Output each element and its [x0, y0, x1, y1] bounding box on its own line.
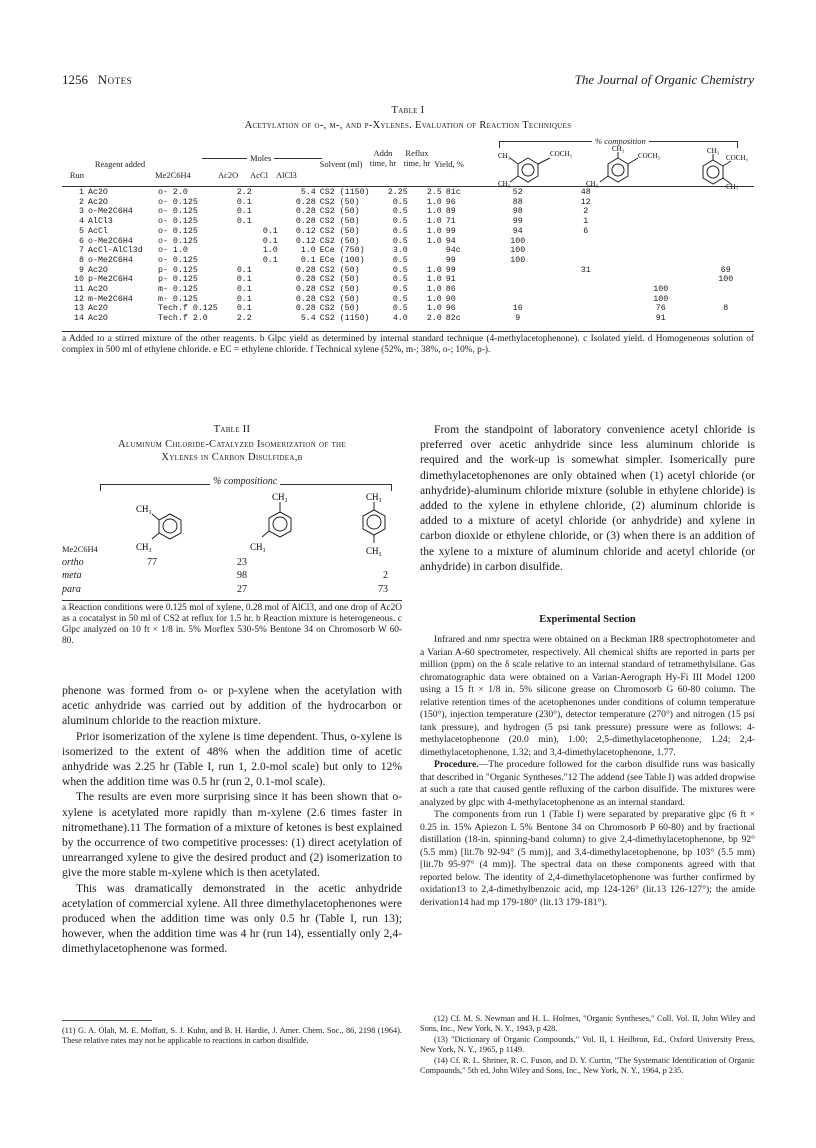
table-cell: CS2 (50): [319, 285, 360, 295]
struct1-coch3: COCH₃: [550, 150, 572, 158]
table2-composition-header: % compositionc: [210, 476, 280, 487]
table-cell: 0.5: [392, 217, 408, 227]
table-cell: 1.0: [426, 226, 442, 236]
table-cell: 3.0: [392, 246, 408, 256]
table-cell: CS2 (50): [319, 197, 360, 207]
table-cell: 96: [445, 197, 456, 207]
table-cell: [696, 217, 756, 227]
table-cell: AlCl3: [88, 217, 113, 227]
table-cell: 99: [445, 255, 456, 265]
table-cell: 1.0: [426, 197, 442, 207]
table-row: [62, 285, 756, 295]
table-cell: 100: [653, 285, 669, 295]
reference-11: (11) G. A. Olah, M. E. Moffatt, S. J. Kuhn, and B. H. Hardie, J. Amer. Chem. Soc., 86, 2198 (1964). These relative rates may not be applicable to reactions in carbon disulfide.: [62, 1026, 402, 1046]
table-cell: 0.1: [262, 255, 278, 265]
table-cell: 0.5: [392, 285, 408, 295]
col-xylene: Me2C6H4: [155, 170, 191, 180]
table-cell: [696, 295, 756, 305]
table-cell: 31: [580, 265, 591, 275]
table-cell: m- 0.125: [158, 285, 198, 295]
table-cell: [546, 295, 626, 305]
table-cell: Tech.f 0.125: [158, 304, 218, 314]
col-yield: Yield, %: [434, 159, 464, 169]
table-cell: 1.0: [300, 246, 316, 256]
table1-footnote: a Added to a stirred mixture of the other reagents. b Glpc yield as determined by internal standard technique (4-methylacetophenone). c Isolated yield. d Homogeneous solution of complex in 500 ml of ethylene chloride. e EC = ethylene chloride. f Technical xylene (52%, m-; 38%, o-; 10%, p-).: [62, 334, 754, 355]
table-cell: 6: [79, 236, 84, 246]
table1-bottom-rule: [62, 331, 754, 332]
table-cell: 0.1: [236, 265, 252, 275]
table-cell: 99: [445, 265, 456, 275]
t2-c: [302, 556, 402, 570]
table2-caption: Aluminum Chloride-Catalyzed Isomerization of the Xylenes in Carbon Disulfidea,b: [118, 439, 346, 463]
table-cell: 69: [720, 265, 731, 275]
table-cell: p- 0.125: [158, 275, 198, 285]
table-cell: 99: [445, 226, 456, 236]
table-cell: 90: [445, 294, 456, 304]
oxy-ch3-bottom: CH₃: [136, 542, 152, 552]
struct1-ch3-top: CH₃: [498, 152, 511, 160]
table-row: [62, 256, 756, 266]
table-cell: Ac2O: [88, 265, 108, 275]
table-cell: [220, 246, 254, 256]
t2-c: 2: [383, 570, 388, 582]
table-cell: o- 0.125: [158, 197, 198, 207]
table-cell: [546, 285, 626, 295]
col-run: Run: [69, 170, 84, 180]
paragraph: The components from run 1 (Table I) were separated by preparative glpc (6 ft × 0.25 in. 15% Apiezon L 5% Bentone 34 on Chromosorb P 60-80) and by fractional distillation (18-in. spinning-band column) to give 2,4-dimethylacetophenone, bp 92° (5.5 mm) [lit.7b 92-94° (5 mm)], and 3,4-dimethylacetophenone, bp 103° (5.5 mm) [lit.7b 95-97° (4 mm)]. The spectral data on these components agreed with that reported below. The identity of 2,4-dimethylacetophenone was further confirmed by oxidation13 to 2,4-dimethylbenzoic acid, mp 124-126° (lit.13 126-127°); the amide derivation14 had mp 179-180° (lit.13 179-181°).: [420, 809, 755, 908]
table-cell: CS2 (50): [319, 226, 360, 236]
table2-bottom-rule: [62, 600, 402, 601]
reference-13: (13) "Dictionary of Organic Compounds," Vol. II, I. Heilbron, Ed., Oxford University Press, New York, N. Y., 1965, p 1149.: [420, 1034, 755, 1055]
procedure-paragraph: Procedure.—The procedure followed for the carbon disulfide runs was basically that described in "Organic Syntheses."12 The addend (see Table I) was added dropwise at such a rate that caused gentle refluxing of the carbon disulfide. The mixtures were analyzed by glpc with 4-methylacetophenone as an internal standard.: [420, 759, 755, 808]
table-cell: [696, 285, 756, 295]
table-cell: p- 0.125: [158, 265, 198, 275]
paragraph: phenone was formed from o- or p-xylene when the acetylation with acetic anhydride was carried out by addition of the hydrocarbon or aluminum chloride to the reaction mixture.: [62, 684, 402, 728]
table-cell: 9: [79, 265, 84, 275]
table-cell: 16: [512, 304, 523, 314]
table-cell: 2.5: [426, 188, 442, 197]
paragraph: The results are even more surprising since it has been shown that o-xylene is acetylated more rapidly than m-xylene (2.6 times faster in nitromethane).11 The formation of a mixture of ketones is best explained by the occurrence of two competitive processes: (1) direct acetylation of unrearranged xylene to give the desired product and (2) isomerization to give the more stable m-xylene which is then acetylated.: [62, 790, 402, 880]
table-cell: o-Me2C6H4: [88, 236, 133, 246]
oxy-ch3-top: CH₃: [136, 504, 152, 514]
table-row: [62, 188, 756, 198]
paragraph: This was dramatically demonstrated in the acetic anhydride acetylation of commercial xylene. All three dimethylacetophenones were produced when the addition time was only 0.5 hr (Table I, run 13); however, when the addition time was 4 hr (run 14), essentially only 2,4-dimethylacetophenone was formed.: [62, 881, 402, 956]
table-cell: 5: [79, 226, 84, 236]
table-row: [62, 275, 756, 285]
table1-caption: Acetylation of o-, m-, and p-Xylenes. Evaluation of Reaction Techniques: [244, 120, 572, 131]
t2-b: 23: [237, 556, 247, 568]
t2-c: 73: [378, 583, 388, 595]
table-cell: 100: [510, 255, 526, 265]
structure-24-dimethyl: [600, 152, 638, 182]
struct1-ch3-bottom: CH₃: [498, 180, 511, 188]
table-cell: [490, 285, 546, 295]
table-cell: 76: [655, 304, 666, 314]
table-cell: [696, 227, 756, 237]
table-cell: [546, 314, 626, 324]
table-cell: 71: [445, 217, 456, 227]
table-cell: 48: [580, 188, 591, 197]
footnote-rule: [62, 1020, 152, 1021]
m-xylene-structure: [262, 502, 291, 537]
table-cell: 1.0: [426, 275, 442, 285]
table-cell: m-Me2C6H4: [88, 294, 133, 304]
table-cell: 0.28: [295, 275, 316, 285]
table-cell: [696, 256, 756, 266]
table2: [62, 542, 402, 596]
table-cell: CS2 (50): [319, 265, 360, 275]
table-cell: o- 0.125: [158, 236, 198, 246]
mxy-ch3-top: CH₃: [272, 492, 288, 502]
table-row: [62, 246, 756, 256]
paragraph: Infrared and nmr spectra were obtained on a Beckman IR8 spectrophotometer and a Varian A-60 spectrometer, respectively. All chemical shifts are reported in parts per million (ppm) on the δ scale relative to an internal standard of tetramethylsilane. Gas chromatographic data were obtained on a Varian-Aerograph Hy-Fi III Model 1200 using a 15 ft × 1/8 in. 5% silicone grease on Chromosorb G 60-80 column. The relative retention times of the acetophenones under conditions of column temperature (150°), injection temperature (230°), detector temperature (270°) and nitrogen (15 psi tank pressure), and hydrogen (5 psi tank pressure) pressure were as follows: 4-methylacetophenone (20.0 min), 1.00; 2,5-dimethylacetophenone, 1.24; 2,4-dimethylacetophenone, 1.32; and 3,4-dimethylacetophenone, 1.77.: [420, 634, 755, 758]
table-cell: o- 0.125: [158, 207, 198, 217]
table-row: [62, 207, 756, 217]
table-cell: [546, 246, 626, 256]
col-reflux: Reflux time, hr: [403, 148, 431, 168]
table-cell: 1.0: [426, 285, 442, 295]
table1-top-rule: [62, 186, 754, 187]
paragraph: Prior isomerization of the xylene is time dependent. Thus, o-xylene is isomerized to the extent of 48% when the addition time of acetic anhydride was 2.25 hr (Table I, run 1, 2.0-mol scale) but only to 12% when the addition time was 0.5 hr (run 2, 0.1-mol scale).: [62, 729, 402, 789]
table-row: [62, 304, 756, 314]
struct2-coch3: COCH₃: [638, 152, 660, 160]
o-xylene-structure: [152, 514, 181, 539]
table-cell: [254, 207, 280, 217]
table-cell: 1.0: [426, 304, 442, 314]
table-cell: [696, 188, 756, 198]
table-cell: 8: [723, 304, 729, 314]
table-cell: Ac2O: [88, 304, 108, 314]
table-row: [62, 198, 756, 208]
table-cell: 0.1: [236, 217, 252, 227]
t2-a: [122, 569, 182, 583]
table-cell: 14: [74, 314, 84, 324]
table-cell: 0.1: [262, 236, 278, 246]
table-cell: [220, 227, 254, 237]
table-cell: 0.12: [295, 236, 316, 246]
table-cell: [254, 217, 280, 227]
table-cell: Ac2O: [88, 197, 108, 207]
experimental-text: [420, 634, 755, 909]
table-cell: [546, 256, 626, 266]
table-cell: ECe (750): [319, 246, 365, 256]
table-cell: [626, 198, 696, 208]
t2-b: 98: [237, 570, 247, 582]
col-accl: AcCl: [250, 170, 268, 180]
table-cell: 94: [512, 226, 523, 236]
table-cell: 8: [79, 255, 84, 265]
table-cell: 0.5: [392, 197, 408, 207]
table-cell: [410, 246, 444, 256]
table-cell: [696, 207, 756, 217]
structure-34-dimethyl: [510, 158, 550, 182]
table-cell: 0.5: [392, 275, 408, 285]
table-cell: CS2 (1150): [319, 314, 370, 324]
table-cell: 1.0: [426, 265, 442, 275]
acetophenone-structures: [498, 144, 748, 190]
t2-b: 27: [237, 583, 247, 595]
table-cell: CS2 (50): [319, 304, 360, 314]
right-column-intro: [420, 422, 755, 574]
table-cell: ECe (100): [319, 255, 365, 265]
t2-name: para: [62, 583, 81, 595]
table-cell: 0.1: [236, 197, 252, 207]
table-cell: Ac2O: [88, 285, 108, 295]
table-cell: 86: [445, 285, 456, 295]
table-cell: CS2 (1150): [319, 188, 370, 197]
table-cell: 2.2: [236, 314, 252, 324]
table-cell: 1.0: [426, 236, 442, 246]
table-cell: 0.1: [300, 255, 316, 265]
table-cell: 2.25: [387, 188, 408, 197]
table-cell: [546, 237, 626, 247]
struct2-ch3-left: CH₃: [586, 180, 599, 188]
table-cell: 91: [655, 314, 666, 324]
table-cell: 12: [580, 197, 591, 207]
left-column-text: [62, 683, 402, 957]
table1-header: [62, 136, 754, 188]
table-cell: [254, 275, 280, 285]
table1-label: Table I: [391, 105, 425, 116]
table-cell: 6: [583, 226, 589, 236]
table-cell: 0.1: [262, 226, 278, 236]
table-cell: [254, 188, 280, 198]
table-cell: 94: [445, 236, 456, 246]
table-cell: 100: [510, 246, 526, 256]
table-cell: [626, 237, 696, 247]
table-row: [62, 314, 756, 324]
table-cell: 12: [74, 294, 84, 304]
table2-row-header: Me2C6H4: [62, 543, 98, 554]
table-cell: 100: [653, 294, 669, 304]
table-cell: 0.28: [295, 197, 316, 207]
mxy-ch3-bottom: CH₃: [250, 542, 266, 552]
table-cell: 1.0: [426, 217, 442, 227]
table-cell: 89: [445, 207, 456, 217]
table-cell: [490, 266, 546, 276]
table-cell: 0.5: [392, 226, 408, 236]
table-cell: o-Me2C6H4: [88, 255, 133, 265]
table-cell: 2.0: [426, 314, 442, 324]
table-cell: 0.1: [236, 207, 252, 217]
table-row: [62, 556, 402, 570]
table-cell: 0.1: [236, 275, 252, 285]
table-cell: [626, 217, 696, 227]
t2-name: ortho: [62, 556, 84, 568]
table-cell: 0.5: [392, 304, 408, 314]
table-cell: 2: [583, 207, 589, 217]
table-cell: [546, 275, 626, 285]
p-xylene-structure: [363, 502, 385, 543]
pxy-ch3-top: CH₃: [366, 492, 382, 502]
table-cell: [490, 295, 546, 305]
table-cell: 0.1: [236, 285, 252, 295]
table-cell: o- 1.0: [158, 246, 188, 256]
table-cell: 100: [718, 275, 734, 285]
pxy-ch3-bottom: CH₃: [366, 546, 382, 556]
table2-label: Table II: [213, 424, 251, 435]
table-cell: Ac2O: [88, 314, 108, 324]
table-row: [62, 217, 756, 227]
table-cell: 88: [512, 197, 523, 207]
table-row: [62, 583, 402, 597]
composition-header: % composition: [592, 136, 649, 146]
table-cell: 98: [512, 207, 523, 217]
table-cell: 5.4: [300, 314, 316, 324]
table-cell: [696, 314, 756, 324]
table-cell: Tech.f 2.0: [158, 314, 208, 324]
table-cell: o- 0.125: [158, 217, 198, 227]
table-cell: 1: [79, 188, 84, 197]
table-cell: 0.5: [392, 236, 408, 246]
table-cell: 52: [512, 188, 523, 197]
struct3-ch3-top: CH₃: [707, 147, 720, 155]
reference-14: (14) Cf. R. L. Shriner, R. C. Fuson, and D. Y. Curtin, "The Systematic Identification of Organic Compounds," 5th ed, John Wiley and Sons, Inc., New York, N. Y., 1964, p 235.: [420, 1055, 755, 1076]
table-cell: [696, 246, 756, 256]
table-cell: 4: [79, 217, 84, 227]
table-cell: [254, 266, 280, 276]
table-cell: o- 0.125: [158, 255, 198, 265]
section-name: Notes: [97, 72, 133, 87]
table-cell: 11: [74, 285, 84, 295]
procedure-label: Procedure.: [434, 759, 479, 770]
table-cell: Ac2O: [88, 188, 108, 197]
table-row: [62, 237, 756, 247]
table-cell: [626, 246, 696, 256]
table-cell: [410, 256, 444, 266]
table-cell: AcCl-AlCl3d: [88, 246, 143, 256]
table-cell: 5.4: [300, 188, 316, 197]
table-cell: [696, 237, 756, 247]
table-cell: 99: [512, 217, 523, 227]
col-alcl3: AlCl3: [276, 170, 297, 180]
table-cell: o-Me2C6H4: [88, 207, 133, 217]
struct3-ch3-bottom: CH₃: [726, 183, 739, 190]
journal-name: The Journal of Organic Chemistry: [574, 72, 754, 87]
right-references: [420, 1014, 755, 1076]
table-cell: o- 2.0: [158, 188, 188, 197]
page-number: 1256: [62, 72, 88, 87]
table-cell: [254, 285, 280, 295]
table-cell: 81c: [445, 188, 461, 197]
table1: [62, 188, 756, 324]
col-reagent: Reagent added: [94, 159, 146, 169]
table-cell: 0.28: [295, 304, 316, 314]
table-cell: [254, 295, 280, 305]
col-solvent: Solvent (ml): [319, 159, 363, 169]
table-cell: 7: [79, 246, 84, 256]
table-cell: [220, 237, 254, 247]
table-cell: m- 0.125: [158, 294, 198, 304]
table-cell: CS2 (50): [319, 236, 360, 246]
table-cell: 0.1: [236, 304, 252, 314]
table-cell: 94c: [445, 246, 461, 256]
table-cell: 0.28: [295, 285, 316, 295]
table-cell: [254, 198, 280, 208]
table-cell: 0.1: [236, 294, 252, 304]
table-row: [62, 227, 756, 237]
struct3-coch3: COCH₃: [726, 154, 748, 162]
t2-a: 77: [147, 556, 157, 568]
moles-header: Moles: [247, 153, 274, 163]
table-cell: 0.5: [392, 265, 408, 275]
table-cell: 0.28: [295, 294, 316, 304]
table-cell: [626, 275, 696, 285]
table-cell: 10: [74, 275, 84, 285]
table-cell: 0.5: [392, 255, 408, 265]
table-cell: [254, 304, 280, 314]
table-cell: [220, 256, 254, 266]
table-cell: 2.2: [236, 188, 252, 197]
t2-a: [122, 583, 182, 597]
reference-12: (12) Cf. M. S. Newman and H. L. Holmes, "Organic Syntheses," Coll. Vol. II, John Wiley and Sons, Inc., New York, N. Y., 1943, p 428.: [420, 1014, 755, 1034]
table-cell: [626, 227, 696, 237]
table-cell: 2: [79, 197, 84, 207]
table-cell: 0.28: [295, 265, 316, 275]
table-cell: 9: [515, 314, 521, 324]
paragraph: From the standpoint of laboratory convenience acetyl chloride is preferred over acetic anhydride since less aluminum chloride is required and the work-up is somewhat simpler. Isomerically pure dimethylacetophenones are only obtained when (1) acetyl chloride (or anhydride)-aluminum chloride mixture (soluble in ethylene chloride) is added to the xylene in ethylene chloride, (2) aluminum chloride is added to a mixture of acetyl chloride (or anhydride) and xylene in carbon dioxide or ethylene chloride, or (3) when there is an addition of the xylene to a mixture of aluminum chloride and acetyl chloride (or anhydride) in carbon disulfide.: [420, 423, 755, 573]
table-row: [62, 569, 402, 583]
table-cell: 82c: [445, 314, 461, 324]
struct2-ch3-top: CH₃: [612, 145, 625, 153]
table-cell: 13: [74, 304, 84, 314]
table-cell: 1.0: [426, 207, 442, 217]
table-cell: 0.28: [295, 207, 316, 217]
table-cell: [626, 207, 696, 217]
paragraph: The procedure followed for the carbon disulfide runs was basically that described in "Organic Syntheses."12 The addend (see Table I) was added dropwise at such a rate that caused gentle refluxing of the carbon disulfide. The mixtures were analyzed by glpc with 4-methylacetophenone as an internal standard.: [420, 759, 755, 808]
table-cell: 1.0: [262, 246, 278, 256]
table-cell: 4.0: [392, 314, 408, 324]
table-cell: [696, 198, 756, 208]
table-cell: CS2 (50): [319, 207, 360, 217]
table-cell: 0.5: [392, 207, 408, 217]
table-row: [62, 295, 756, 305]
page-header-left: [62, 72, 132, 88]
t2-name: meta: [62, 570, 82, 582]
table-cell: p-Me2C6H4: [88, 275, 133, 285]
table2-footnote: a Reaction conditions were 0.125 mol of xylene, 0.28 mol of AlCl3, and one drop of Ac2O as a cocatalyst in 50 ml of CS2 at reflux for 1.5 hr. b Reaction mixture is heterogeneous. c Glpc analyzed on 10 ft × 1/8 in. 5% Morflex 530-5% Bentone 34 on Chromosorb W 60-80.: [62, 603, 402, 646]
table-cell: [254, 314, 280, 324]
table-cell: AcCl: [88, 226, 108, 236]
table-cell: 3: [79, 207, 84, 217]
table-cell: 100: [510, 236, 526, 246]
table-row: [62, 266, 756, 276]
table-cell: 1: [583, 217, 589, 227]
table-cell: [546, 304, 626, 314]
table-cell: 0.5: [392, 294, 408, 304]
col-addn: Addn time, hr: [369, 148, 397, 168]
table-cell: CS2 (50): [319, 217, 360, 227]
table-cell: 91: [445, 275, 456, 285]
table-cell: 0.28: [295, 217, 316, 227]
table-cell: 96: [445, 304, 456, 314]
table-cell: CS2 (50): [319, 294, 360, 304]
experimental-heading: Experimental Section: [539, 614, 636, 625]
table-cell: 0.12: [295, 226, 316, 236]
table-cell: [626, 266, 696, 276]
col-ac2o: Ac2O: [218, 170, 239, 180]
table-cell: o- 0.125: [158, 226, 198, 236]
table-cell: [490, 275, 546, 285]
table-cell: 1.0: [426, 294, 442, 304]
table-cell: [626, 188, 696, 198]
table-cell: [626, 256, 696, 266]
table-cell: CS2 (50): [319, 275, 360, 285]
